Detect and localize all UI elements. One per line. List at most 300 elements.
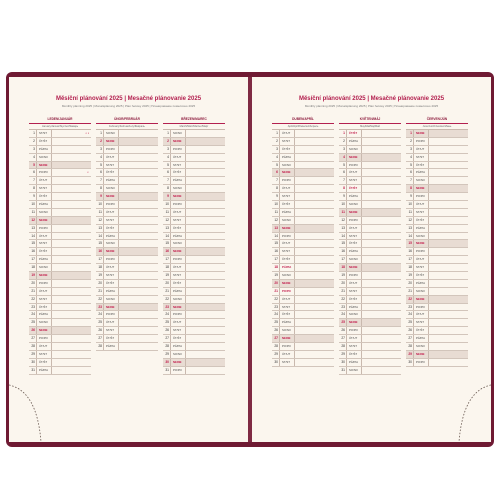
weekday-label: SO/SO [173, 351, 186, 358]
day-row[interactable] [272, 193, 334, 201]
day-row[interactable] [29, 130, 91, 138]
day-row[interactable] [163, 304, 225, 312]
weekday-label: ÚT/UT [106, 319, 119, 326]
weekday-label: NE/NE [106, 248, 119, 255]
weekday-label: NE/NE [416, 130, 429, 137]
day-row[interactable] [272, 130, 334, 138]
day-row[interactable] [29, 367, 91, 375]
day-row[interactable] [163, 351, 225, 359]
day-row[interactable] [272, 154, 334, 162]
weekday-label: ST/ST [349, 177, 362, 184]
day-row[interactable] [96, 185, 158, 193]
day-number: 26 [163, 327, 171, 334]
day-row[interactable] [339, 304, 401, 312]
day-row[interactable] [272, 304, 334, 312]
day-row[interactable] [272, 311, 334, 319]
weekday-label: NE/NE [416, 185, 429, 192]
day-row[interactable] [163, 130, 225, 138]
day-row[interactable] [406, 225, 468, 233]
weekday-label: SO/SO [282, 217, 295, 224]
day-row[interactable] [339, 296, 401, 304]
weekday-label: PÁ/PIA [416, 225, 429, 232]
day-row[interactable] [163, 201, 225, 209]
day-row[interactable] [339, 169, 401, 177]
day-row[interactable] [96, 280, 158, 288]
day-row[interactable] [163, 264, 225, 272]
day-row[interactable] [272, 351, 334, 359]
day-number: 18 [163, 264, 171, 271]
day-row[interactable] [339, 351, 401, 359]
day-row[interactable] [406, 280, 468, 288]
day-row[interactable] [406, 311, 468, 319]
day-row[interactable] [406, 185, 468, 193]
day-row[interactable] [163, 193, 225, 201]
day-row[interactable] [339, 201, 401, 209]
weekday-label: ČT/ŠT [106, 280, 119, 287]
day-row[interactable] [163, 217, 225, 225]
day-row[interactable] [29, 138, 91, 146]
day-row[interactable] [29, 264, 91, 272]
day-number: 8 [272, 185, 280, 192]
day-row[interactable] [339, 138, 401, 146]
weekday-label: ÚT/UT [39, 233, 52, 240]
day-row[interactable] [406, 343, 468, 351]
day-row[interactable] [96, 248, 158, 256]
day-row[interactable] [406, 201, 468, 209]
day-row[interactable] [96, 256, 158, 264]
day-row[interactable] [406, 248, 468, 256]
weekday-label: PO/PO [349, 327, 362, 334]
day-number: 15 [339, 240, 347, 247]
day-row[interactable] [163, 359, 225, 367]
day-row[interactable] [29, 146, 91, 154]
day-row[interactable] [339, 225, 401, 233]
day-row[interactable] [163, 280, 225, 288]
day-row[interactable] [406, 130, 468, 138]
weekday-label: PÁ/PIA [39, 201, 52, 208]
month-name: DUBEN/APRÍL [272, 116, 334, 124]
day-row[interactable] [272, 272, 334, 280]
day-row[interactable] [163, 248, 225, 256]
day-row[interactable] [163, 154, 225, 162]
day-row[interactable] [406, 288, 468, 296]
day-number: 21 [406, 288, 414, 295]
day-number: 21 [163, 288, 171, 295]
day-number: 6 [339, 169, 347, 176]
day-row[interactable] [339, 130, 401, 138]
day-row[interactable] [29, 185, 91, 193]
day-row[interactable] [163, 367, 225, 375]
day-number: 6 [29, 169, 37, 176]
day-row[interactable] [96, 138, 158, 146]
month-translations: June/Juni/Czerwiec/Июнь [422, 125, 452, 128]
day-row[interactable] [96, 225, 158, 233]
weekday-label: ST/ST [39, 351, 52, 358]
day-number: 10 [96, 201, 104, 208]
day-row[interactable] [339, 217, 401, 225]
day-number: 29 [272, 351, 280, 358]
day-row[interactable] [163, 185, 225, 193]
weekday-label: PÁ/PIA [416, 169, 429, 176]
day-row[interactable] [339, 343, 401, 351]
day-row[interactable] [272, 225, 334, 233]
day-number: 9 [406, 193, 414, 200]
day-row[interactable] [29, 169, 91, 177]
weekday-label: PÁ/PIA [173, 343, 186, 350]
day-number: 14 [96, 233, 104, 240]
day-row[interactable] [96, 177, 158, 185]
day-row[interactable] [163, 169, 225, 177]
day-row[interactable] [96, 193, 158, 201]
day-number: 4 [272, 154, 280, 161]
month-name: KVĚTEN/MÁJ [339, 116, 401, 124]
day-row[interactable] [29, 327, 91, 335]
weekday-label: PÁ/PIA [349, 304, 362, 311]
day-row[interactable] [339, 272, 401, 280]
day-row[interactable] [406, 319, 468, 327]
left-page-subtitle: Monthly planning 2025 | Monatsplanung 2025 | Plan hetowy 2025 | Планирование помесячно 2025 [61, 104, 196, 108]
day-number: 21 [96, 288, 104, 295]
day-row[interactable] [29, 193, 91, 201]
day-row[interactable] [339, 327, 401, 335]
day-row[interactable] [339, 233, 401, 241]
day-row[interactable] [163, 272, 225, 280]
day-row[interactable] [96, 264, 158, 272]
day-number: 28 [339, 343, 347, 350]
day-row[interactable] [339, 177, 401, 185]
weekday-label: ÚT/UT [39, 288, 52, 295]
weekday-label: PO/PO [106, 146, 119, 153]
weekday-label: PÁ/PIA [173, 177, 186, 184]
day-row[interactable] [339, 209, 401, 217]
day-number: 27 [96, 335, 104, 342]
day-row[interactable] [96, 146, 158, 154]
day-row[interactable] [163, 296, 225, 304]
day-row[interactable] [272, 359, 334, 367]
right-page [252, 77, 491, 442]
day-number: 17 [29, 256, 37, 263]
weekday-label: ST/ST [282, 138, 295, 145]
day-row[interactable] [96, 288, 158, 296]
weekday-label: ÚT/UT [106, 209, 119, 216]
day-row[interactable] [29, 209, 91, 217]
day-row[interactable] [163, 233, 225, 241]
day-number: 11 [406, 209, 414, 216]
day-number: 31 [29, 367, 37, 374]
day-row[interactable] [406, 146, 468, 154]
day-number: 1 [406, 130, 414, 137]
day-row[interactable] [96, 343, 158, 351]
day-row[interactable] [272, 240, 334, 248]
day-row[interactable] [163, 335, 225, 343]
day-number: 5 [339, 162, 347, 169]
weekday-label: PO/PO [282, 233, 295, 240]
day-row[interactable] [406, 233, 468, 241]
day-number: 9 [339, 193, 347, 200]
day-number: 4 [339, 154, 347, 161]
day-number: 29 [163, 351, 171, 358]
day-row[interactable] [96, 169, 158, 177]
day-number: 20 [272, 280, 280, 287]
day-row[interactable] [163, 162, 225, 170]
weekday-label: ÚT/UT [416, 146, 429, 153]
day-number: 17 [96, 256, 104, 263]
day-row[interactable] [163, 138, 225, 146]
day-row[interactable] [272, 169, 334, 177]
weekday-label: NE/NE [349, 264, 362, 271]
day-row[interactable] [163, 288, 225, 296]
day-number: 1 [96, 130, 104, 137]
day-row[interactable] [163, 177, 225, 185]
day-row[interactable] [272, 280, 334, 288]
month-translations: April/April/Kwiecień/Апрель [287, 125, 319, 128]
day-number: 15 [272, 240, 280, 247]
weekday-label: ST/ST [39, 240, 52, 247]
weekday-label: ČT/ŠT [39, 138, 52, 145]
day-row[interactable] [406, 359, 468, 367]
weekday-label: SO/SO [106, 185, 119, 192]
day-row[interactable] [339, 154, 401, 162]
day-row[interactable] [339, 367, 401, 375]
day-row[interactable] [163, 225, 225, 233]
day-row[interactable] [339, 359, 401, 367]
day-number: 13 [163, 225, 171, 232]
day-number: 27 [163, 335, 171, 342]
weekday-label: ÚT/UT [173, 264, 186, 271]
day-number: 25 [163, 319, 171, 326]
day-row[interactable] [406, 193, 468, 201]
day-row[interactable] [96, 272, 158, 280]
day-row[interactable] [272, 177, 334, 185]
day-row[interactable] [406, 154, 468, 162]
day-row[interactable] [406, 240, 468, 248]
day-row[interactable] [272, 256, 334, 264]
month-translations: February/Februar/Luty/Февраль [109, 125, 145, 128]
month-name: ÚNOR/FEBRUÁR [96, 116, 158, 124]
day-row[interactable] [29, 248, 91, 256]
day-row[interactable] [96, 162, 158, 170]
day-row[interactable] [29, 233, 91, 241]
day-number: 12 [339, 217, 347, 224]
day-row[interactable] [29, 225, 91, 233]
day-row[interactable] [96, 154, 158, 162]
month-column [406, 116, 468, 367]
weekday-label: PÁ/PIA [106, 177, 119, 184]
weekday-label: PO/PO [106, 256, 119, 263]
day-row[interactable] [406, 177, 468, 185]
day-row[interactable] [339, 256, 401, 264]
day-row[interactable] [163, 146, 225, 154]
day-row[interactable] [29, 343, 91, 351]
day-number: 30 [29, 359, 37, 366]
day-row[interactable] [272, 217, 334, 225]
day-row[interactable] [29, 256, 91, 264]
day-row[interactable] [339, 248, 401, 256]
weekday-label: ST/ST [39, 130, 52, 137]
day-row[interactable] [29, 311, 91, 319]
day-row[interactable] [406, 335, 468, 343]
day-row[interactable] [339, 193, 401, 201]
day-row[interactable] [339, 335, 401, 343]
day-row[interactable] [163, 240, 225, 248]
weekday-label: PÁ/PIA [106, 233, 119, 240]
weekday-label: ČT/ŠT [416, 162, 429, 169]
day-row[interactable] [96, 130, 158, 138]
day-row[interactable] [29, 304, 91, 312]
day-row[interactable] [29, 288, 91, 296]
day-row[interactable] [96, 201, 158, 209]
day-row[interactable] [163, 311, 225, 319]
day-row[interactable] [406, 138, 468, 146]
day-row[interactable] [29, 162, 91, 170]
day-row[interactable] [96, 311, 158, 319]
day-number: 29 [339, 351, 347, 358]
weekday-label: NE/NE [282, 225, 295, 232]
day-number: 1 [29, 130, 37, 137]
day-row[interactable] [406, 256, 468, 264]
weekday-label: PO/PO [173, 146, 186, 153]
day-row[interactable] [29, 280, 91, 288]
weekday-label: SO/SO [282, 162, 295, 169]
day-row[interactable] [272, 264, 334, 272]
day-row[interactable] [339, 288, 401, 296]
day-row[interactable] [339, 162, 401, 170]
day-row[interactable] [272, 335, 334, 343]
weekday-label: PO/PO [282, 288, 295, 295]
month-translations: January/Januar/Styczeń/Январь [41, 125, 79, 128]
day-number: 13 [272, 225, 280, 232]
weekday-label: PÁ/PIA [349, 193, 362, 200]
weekday-label: NE/NE [282, 280, 295, 287]
day-row[interactable] [163, 256, 225, 264]
day-row[interactable] [339, 280, 401, 288]
day-number: 22 [29, 296, 37, 303]
day-row[interactable] [339, 264, 401, 272]
weekday-label: PO/PO [173, 311, 186, 318]
day-row[interactable] [96, 319, 158, 327]
day-row[interactable] [272, 319, 334, 327]
weekday-label: NE/NE [349, 209, 362, 216]
weekday-label: SO/SO [173, 185, 186, 192]
day-row[interactable] [272, 162, 334, 170]
day-number: 21 [29, 288, 37, 295]
day-row[interactable] [29, 296, 91, 304]
day-row[interactable] [96, 296, 158, 304]
day-row[interactable] [339, 146, 401, 154]
weekday-label: ÚT/UT [282, 240, 295, 247]
day-row[interactable] [29, 319, 91, 327]
day-number: 18 [272, 264, 280, 271]
day-row[interactable] [406, 327, 468, 335]
day-row[interactable] [406, 217, 468, 225]
day-row[interactable] [163, 327, 225, 335]
day-row[interactable] [29, 201, 91, 209]
day-row[interactable] [406, 272, 468, 280]
day-number: 10 [163, 201, 171, 208]
day-row[interactable] [96, 217, 158, 225]
day-row[interactable] [272, 185, 334, 193]
weekday-label: ST/ST [416, 264, 429, 271]
weekday-label: ČT/ŠT [39, 193, 52, 200]
weekday-label: PÁ/PIA [39, 367, 52, 374]
day-row[interactable] [29, 240, 91, 248]
day-row[interactable] [29, 177, 91, 185]
day-row[interactable] [29, 359, 91, 367]
day-row[interactable] [96, 209, 158, 217]
weekday-label: SO/SO [173, 240, 186, 247]
weekday-label: PO/PO [173, 256, 186, 263]
weekday-label: SO/SO [282, 272, 295, 279]
day-row[interactable] [339, 185, 401, 193]
weekday-label: PÁ/PIA [39, 146, 52, 153]
day-row[interactable] [163, 343, 225, 351]
day-row[interactable] [272, 327, 334, 335]
day-number: 20 [339, 280, 347, 287]
day-row[interactable] [406, 296, 468, 304]
day-row[interactable] [29, 154, 91, 162]
day-row[interactable] [29, 217, 91, 225]
day-row[interactable] [163, 319, 225, 327]
day-number: 2 [339, 138, 347, 145]
day-row[interactable] [272, 288, 334, 296]
weekday-label: NE/NE [173, 138, 186, 145]
day-row[interactable] [339, 319, 401, 327]
day-number: 9 [272, 193, 280, 200]
day-row[interactable] [406, 264, 468, 272]
weekday-label: PÁ/PIA [106, 343, 119, 350]
day-number: 14 [272, 233, 280, 240]
day-number: 3 [339, 146, 347, 153]
day-row[interactable] [406, 304, 468, 312]
weekday-label: SO/SO [39, 319, 52, 326]
day-row[interactable] [29, 272, 91, 280]
day-row[interactable] [339, 311, 401, 319]
day-row[interactable] [163, 209, 225, 217]
day-number: 3 [29, 146, 37, 153]
day-row[interactable] [29, 335, 91, 343]
day-number: 7 [272, 177, 280, 184]
day-number: 15 [96, 240, 104, 247]
day-row[interactable] [406, 169, 468, 177]
day-row[interactable] [272, 201, 334, 209]
day-row[interactable] [272, 296, 334, 304]
day-row[interactable] [272, 146, 334, 154]
day-row[interactable] [29, 351, 91, 359]
day-row[interactable] [272, 138, 334, 146]
weekday-label: PO/PO [349, 217, 362, 224]
weekday-label: PO/PO [349, 162, 362, 169]
day-row[interactable] [272, 248, 334, 256]
day-number: 14 [29, 233, 37, 240]
day-row[interactable] [272, 343, 334, 351]
day-row[interactable] [406, 209, 468, 217]
day-row[interactable] [96, 335, 158, 343]
day-row[interactable] [96, 240, 158, 248]
day-row[interactable] [272, 209, 334, 217]
day-number: 6 [272, 169, 280, 176]
day-row[interactable] [406, 162, 468, 170]
day-row[interactable] [96, 233, 158, 241]
day-row[interactable] [96, 304, 158, 312]
day-list [29, 129, 91, 375]
day-row[interactable] [96, 327, 158, 335]
day-number: 31 [339, 367, 347, 374]
day-row[interactable] [272, 233, 334, 241]
weekday-label: ČT/ŠT [106, 335, 119, 342]
day-row[interactable] [339, 240, 401, 248]
weekday-label: ČT/ŠT [416, 217, 429, 224]
day-row[interactable] [406, 351, 468, 359]
